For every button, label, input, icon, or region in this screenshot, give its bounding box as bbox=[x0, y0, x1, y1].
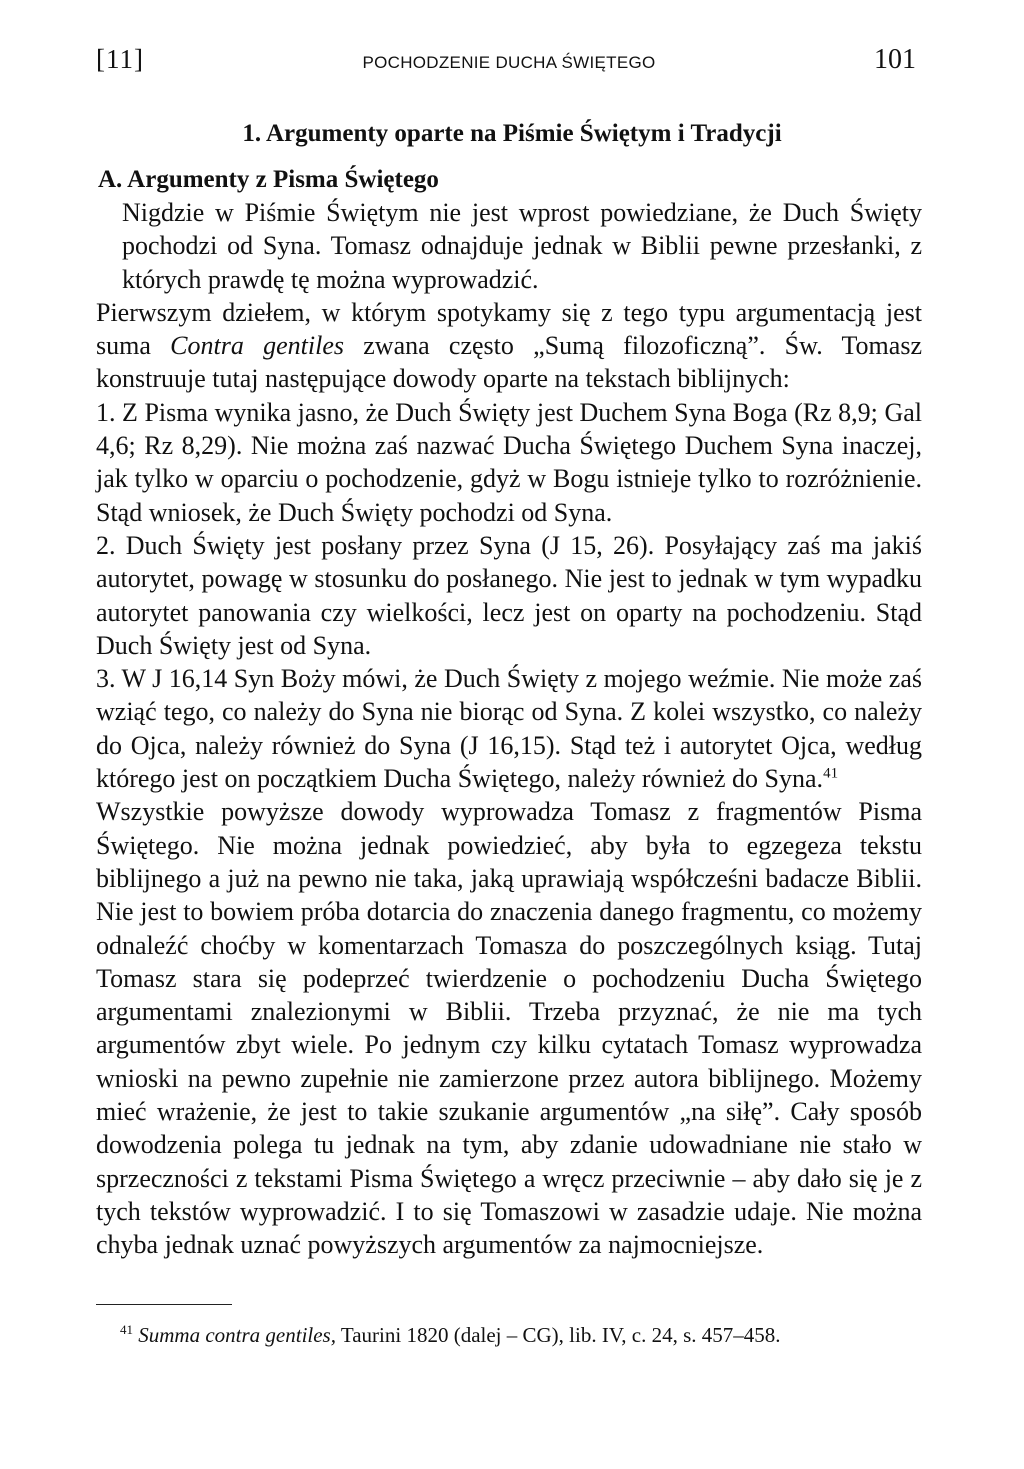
work-title: Contra gentiles bbox=[170, 331, 344, 361]
running-title: POCHODZENIE DUCHA ŚWIĘTEGO bbox=[362, 53, 656, 72]
argument-2: 2. Duch Święty jest posłany przez Syna (J 15, 26). Posyłający zaś ma jakiś autorytet, powagę w stosunku do posłanego. Nie jest to jednak w tym wypadku autorytet panowania czy wielkości, lecz jest on oparty na pochodzeniu. Stąd Duch Święty jest od Syna. bbox=[96, 530, 922, 660]
section-number: [11] bbox=[96, 44, 144, 74]
body-text bbox=[96, 196, 922, 1262]
section-title: 1. Argumenty oparte na Piśmie Świętym i Tradycji bbox=[242, 120, 782, 147]
paragraph-2 bbox=[96, 296, 922, 396]
footnote-text: Taurini 1820 (dalej – CG), lib. IV, c. 24, s. 457–458. bbox=[335, 1323, 781, 1347]
paragraph-2-end: zwana często „Sumą filozoficzną”. Św. Tomasz konstruuje tutaj następujące dowody oparte na tekstach biblijnych: bbox=[96, 331, 922, 394]
page-number: 101 bbox=[873, 44, 916, 75]
footnote bbox=[120, 1322, 920, 1348]
page-header bbox=[96, 44, 916, 84]
argument-1: 1. Z Pisma wynika jasno, że Duch Święty jest Duchem Syna Boga (Rz 8,9; Gal 4,6; Rz 8,29). Nie można zaś nazwać Ducha Świętego Duchem Syna inaczej, jak tylko w oparciu o pochodzenie, gdyż w Bogu istnieje tylko to rozróżnienie. Stąd wniosek, że Duch Święty pochodzi od Syna. bbox=[96, 397, 922, 527]
argument-3 bbox=[96, 662, 922, 795]
footnote-divider bbox=[96, 1304, 232, 1305]
footnote-reference[interactable]: 41 bbox=[823, 765, 839, 782]
subsection-title: A. Argumenty z Pisma Świętego bbox=[98, 166, 439, 193]
paragraph-2-start: Pierwszym dziełem, w którym spotykamy się z tego typu argumentacją jest suma bbox=[96, 297, 922, 361]
paragraph-1: Nigdzie w Piśmie Świętym nie jest wprost powiedziane, że Duch Święty pochodzi od Syna. Tomasz odnajduje jednak w Biblii pewne przesłanki, z których prawdę tę można wyprowadzić. bbox=[122, 198, 922, 294]
footnote-title: Summa contra gentiles, bbox=[138, 1323, 336, 1347]
argument-3-text: 3. W J 16,14 Syn Boży mówi, że Duch Święty z mojego weźmie. Nie może zaś wziąć tego, co należy do Syna nie biorąc od Syna. Z kolei wszystko, co należy do Ojca, należy również do Syna (J 16,15). Stąd też i autorytet Ojca, według którego jest on początkiem Ducha Świętego, należy również do Syna. bbox=[96, 664, 922, 794]
paragraph-3: Wszystkie powyższe dowody wyprowadza Tomasz z fragmentów Pisma Świętego. Nie można jednak powiedzieć, aby była to egzegeza tekstu biblijnego a już na pewno nie taka, jaką uprawiają współcześni badacze Biblii. Nie jest to bowiem próba dotarcia do znaczenia danego fragmentu, co możemy odnaleźć choćby w komentarzach Tomasza do poszczególnych ksiąg. Tutaj Tomasz stara się podeprzeć twierdzenie o pochodzeniu Ducha Świętego argumentami znalezionymi w Biblii. Trzeba przyznać, że nie ma tych argumentów zbyt wiele. Po jednym czy kilku cytatach Tomasz wyprowadza wnioski na pewno zupełnie nie zamierzone przez autora biblijnego. Możemy mieć wrażenie, że jest to takie szukanie argumentów „na siłę”. Cały sposób dowodzenia polega tu jednak na tym, aby zdanie udowadniane nie stało w sprzeczności z tekstami Pisma Świętego a wręcz przeciwnie – aby dało się je z tych tekstów wyprowadzić. I to się Tomaszowi w zasadzie udaje. Nie można chyba jednak uznać powyższych argumentów za najmocniejsze. bbox=[96, 797, 922, 1260]
footnote-number: 41 bbox=[120, 1322, 133, 1337]
